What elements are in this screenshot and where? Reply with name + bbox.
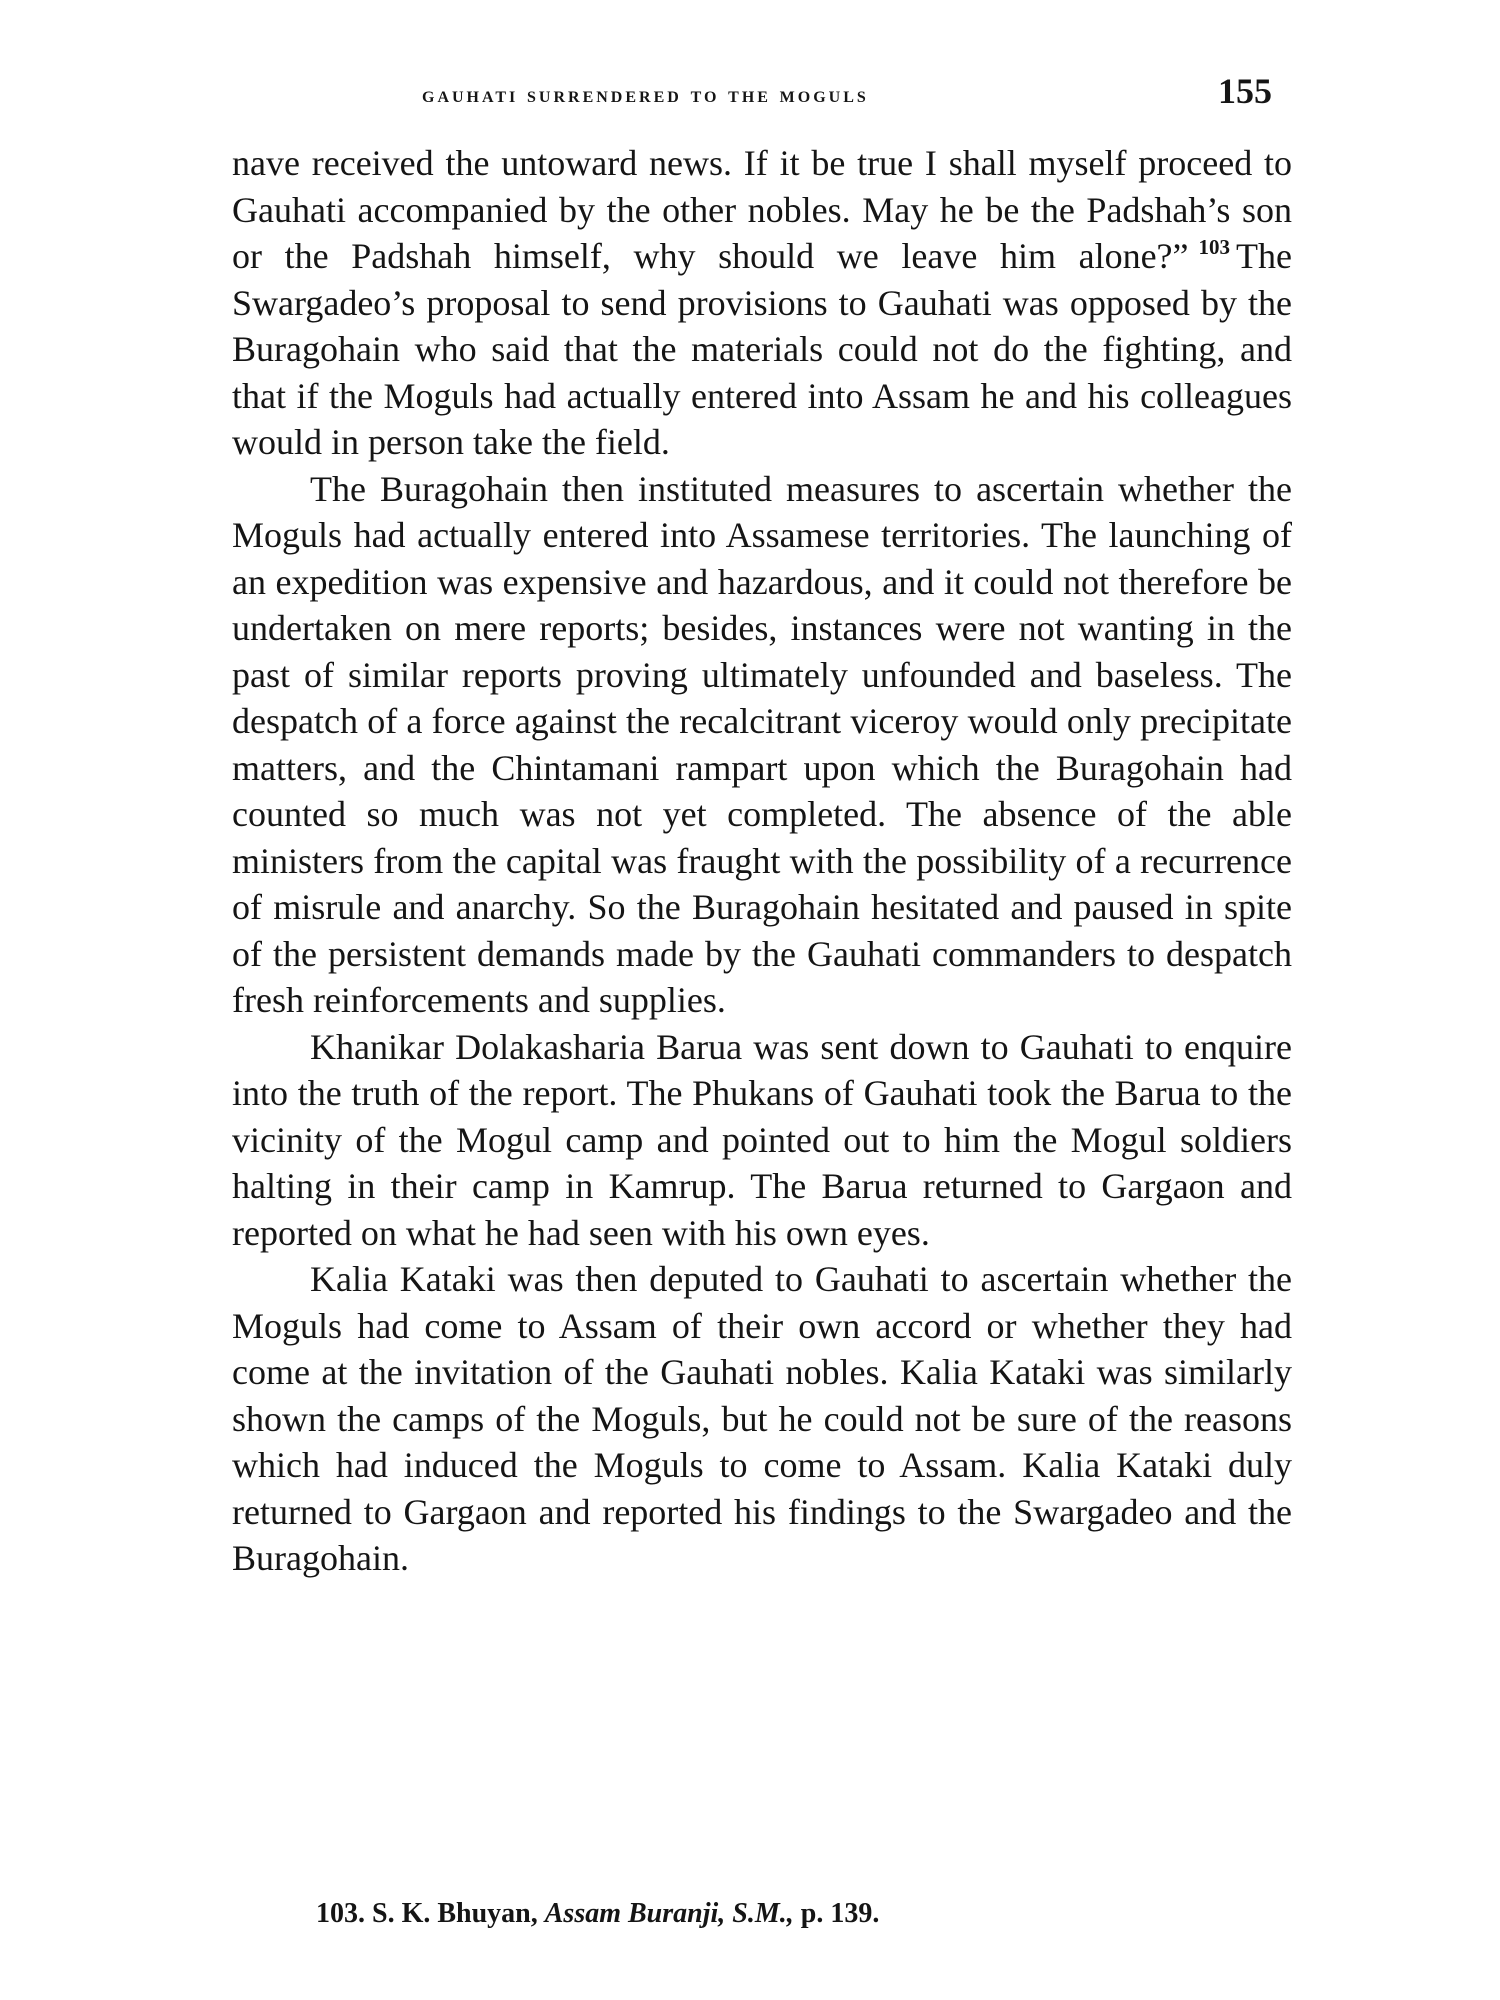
paragraph-1-text-end: The Swargadeo’s proposal to send provisions to Gauhati was opposed by the Buragohain who said that the materials could not do the fighting, and that if the Moguls had actually entered into Assam he and his colleagues would in person take the field. [232,236,1292,462]
paragraph-1 [232,140,1292,466]
body-text [232,140,1292,1582]
paragraph-1-text-start: nave received the untoward news. If it be true I shall myself proceed to Gauhati accompanied by the other nobles. May he be the Padshah’s son or the Padshah himself, why should we leave him alone?” [232,143,1292,276]
footnote-reference: 103 [1198,235,1231,259]
footnote-number: 103. [316,1898,365,1929]
footnote-title: Assam Buranji, S.M., [544,1898,794,1929]
running-title: gauhati surrendered to the moguls [422,82,869,107]
paragraph-4: Kalia Kataki was then deputed to Gauhati to ascertain whether the Moguls had come to Assam of their own accord or whether they had come at the invitation of the Gauhati nobles. Kalia Kataki was similarly shown the camps of the Moguls, but he could not be sure of the reasons which had induced the Moguls to come to Assam. Kalia Kataki duly returned to Gargaon and reported his findings to the Swargadeo and the Buragohain. [232,1259,1292,1578]
footnote-author: S. K. Bhuyan, [372,1898,538,1929]
book-page [232,66,1292,1946]
paragraph-3: Khanikar Dolakasharia Barua was sent down to Gauhati to enquire into the truth of the report. The Phukans of Gauhati took the Barua to the vicinity of the Mogul camp and pointed out to him the Mogul soldiers halting in their camp in Kamrup. The Barua returned to Gargaon and reported on what he had seen with his own eyes. [232,1026,1292,1253]
footnote [316,1898,879,1930]
running-header [232,66,1292,126]
paragraph-2: The Buragohain then instituted measures to ascertain whether the Moguls had actually entered into Assamese territories. The launching of an expedition was expensive and hazardous, and it could not therefore be undertaken on mere reports; besides, instances were not wanting in the past of similar reports proving ultimately unfounded and baseless. The despatch of a force against the recalcitrant viceroy would only precipitate matters, and the Chintamani rampart upon which the Buragohain had counted so much was not yet completed. The absence of the able ministers from the capital was fraught with the possibility of a recurrence of misrule and anarchy. So the Buragohain hesitated and paused in spite of the persistent demands made by the Gauhati commanders to despatch fresh reinforcements and supplies. [232,468,1292,1020]
footnote-page: p. 139. [800,1898,880,1929]
page-number: 155 [1218,71,1272,111]
